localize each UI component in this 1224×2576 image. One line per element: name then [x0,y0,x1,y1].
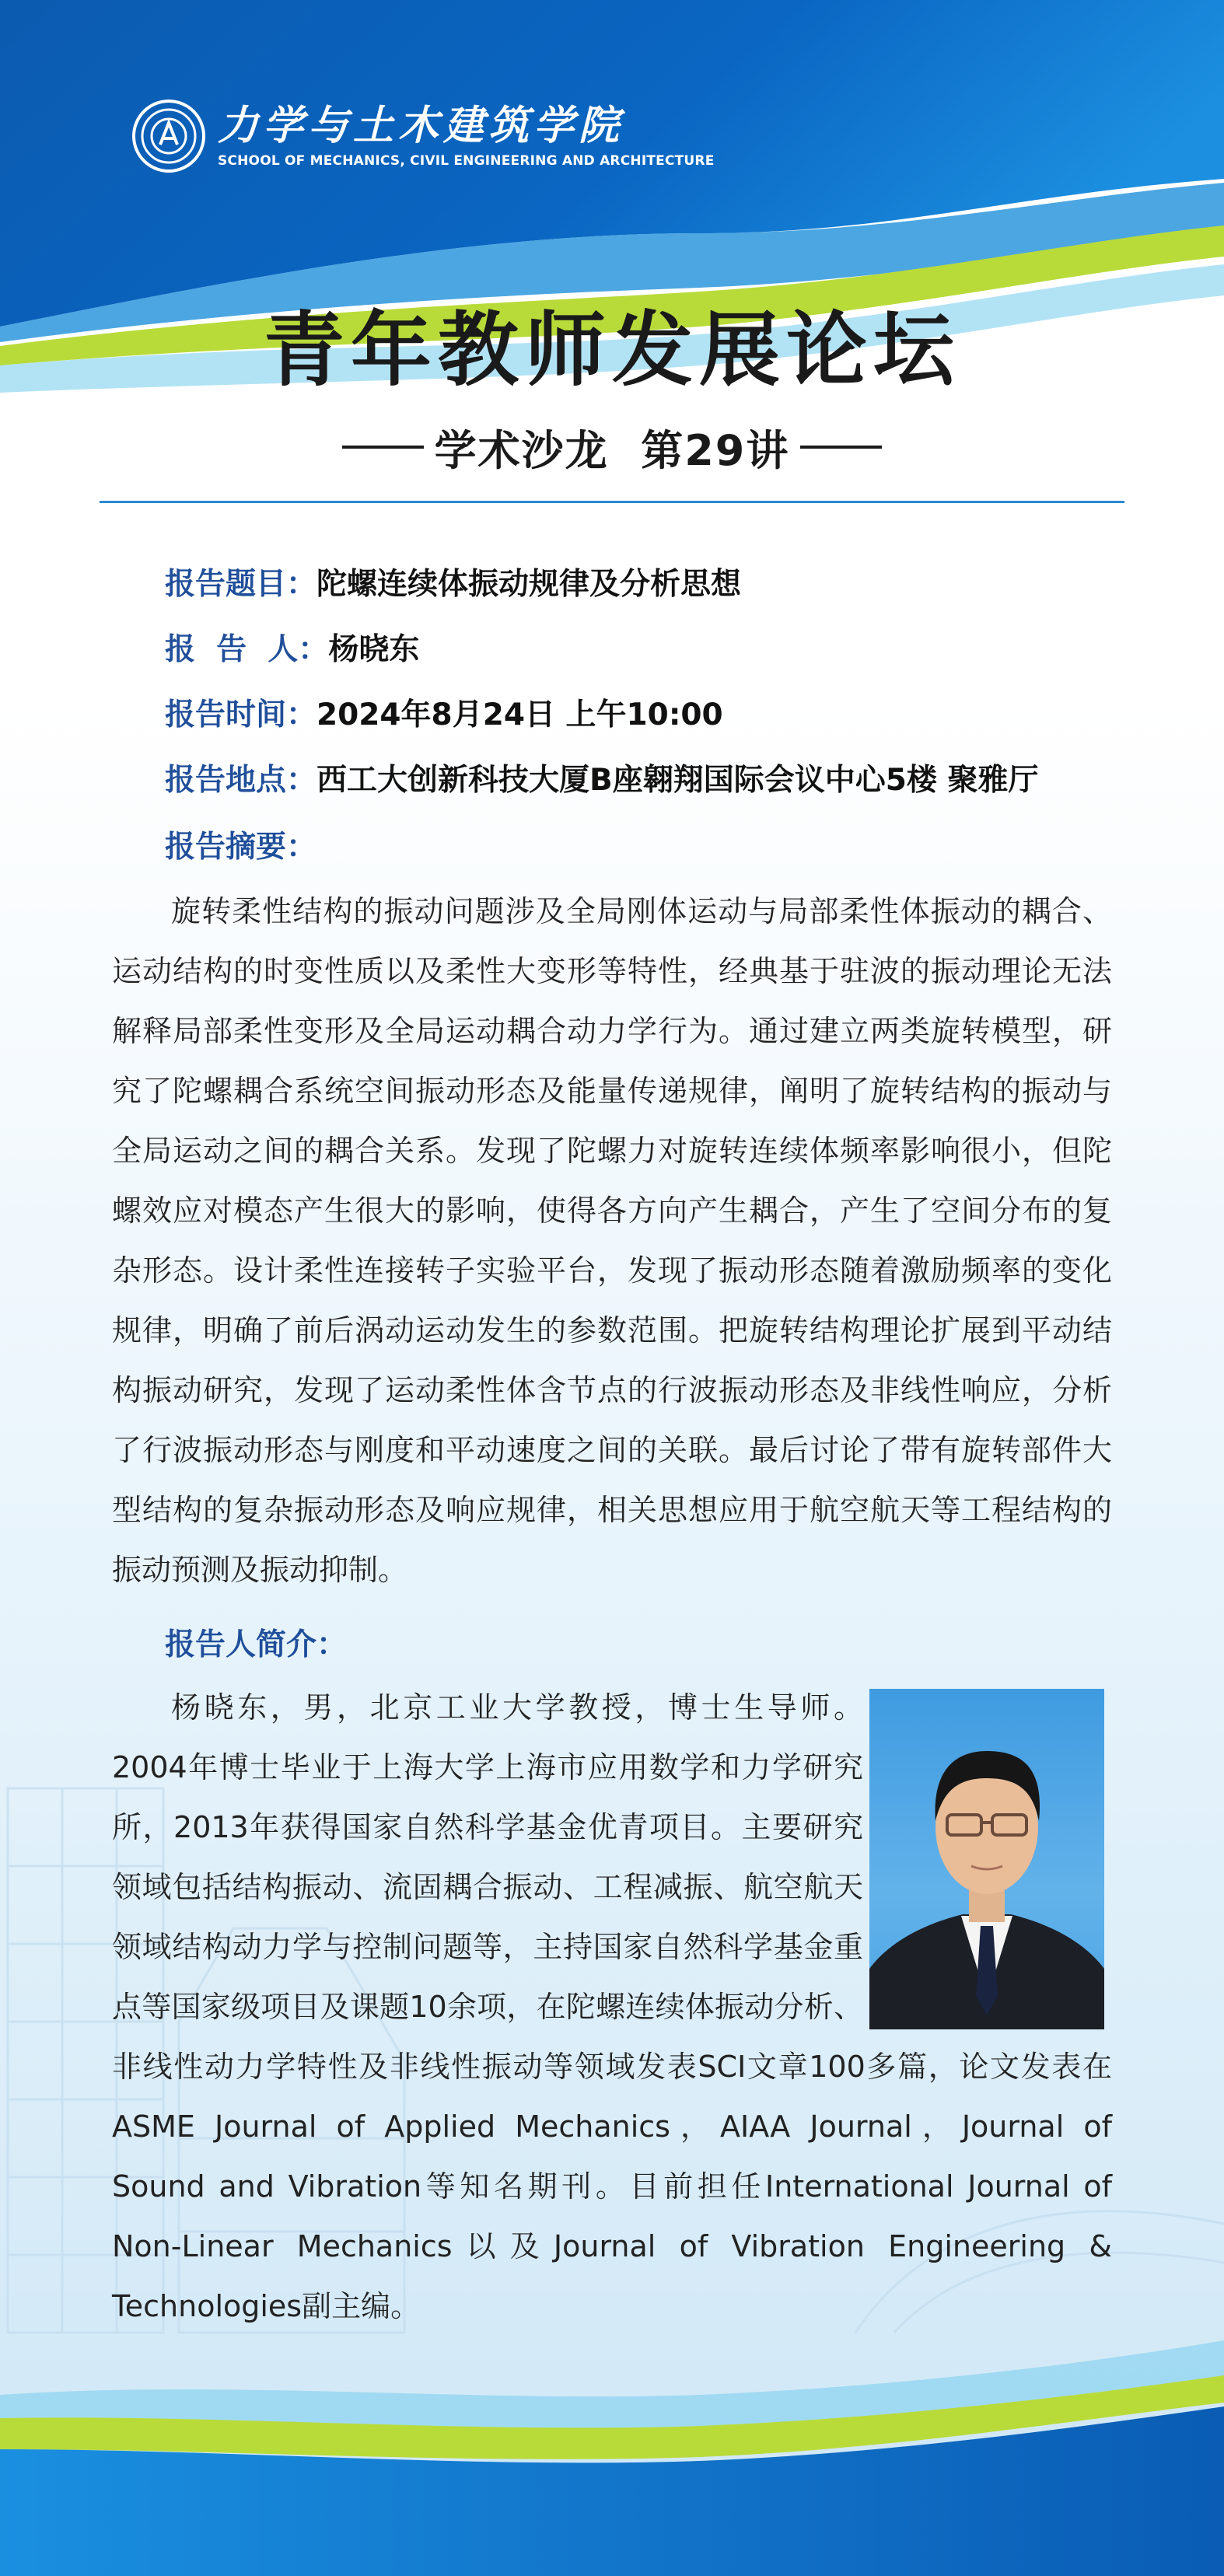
school-name-cn: 力学与土木建筑学院 [218,102,624,149]
info-label: 报告时间： [165,697,317,732]
subtitle-dash-right [800,446,882,449]
school-name-en: SCHOOL OF MECHANICS, CIVIL ENGINEERING AND ARCHITECTURE [218,153,715,169]
info-row-time [165,694,723,737]
speaker-photo [869,1689,1104,2029]
info-value: 2024年8月24日 上午10:00 [316,697,723,732]
subtitle: 学术沙龙 第29讲 [434,425,790,475]
info-row-speaker [165,628,419,672]
info-value: 杨晓东 [328,632,420,667]
subtitle-row [0,420,1224,474]
info-row-topic [165,563,741,606]
info-row-location [165,759,1038,802]
abstract-heading: 报告摘要： [165,830,317,865]
bio-heading: 报告人简介： [165,1627,348,1662]
info-label: 报告题目： [165,567,317,602]
forum-title: 青年教师发展论坛 [263,302,960,397]
subtitle-dash-left [342,446,424,449]
info-value: 陀螺连续体振动规律及分析思想 [316,567,742,602]
divider-line [100,501,1124,503]
info-label: 报 告 人： [165,632,329,667]
info-label: 报告地点： [165,763,317,798]
info-value: 西工大创新科技大厦B座翱翔国际会议中心5楼 聚雅厅 [316,763,1039,798]
school-logo [132,93,715,179]
bio-text: 杨晓东，男，北京工业大学教授，博士生导师。2004年博士毕业于上海大学上海市应用数学和力学研究所，2013年获得国家自然科学基金优青项目。主要研究领域包括结构振动、流固耦合振动、工程减振、航空航天领域结构动力学与控制问题等，主持国家自然科学基金重点等国家级项目及课题10余项，在陀螺连续体振动分析、非线性动力学特性及非线性振动等领域发表SCI文章100多篇，论文发表在ASME Journal of Applied Mechanics，AIAA Journal，Journal of Sound and Vibration等知名期刊。目前担任International Journal of Non-Linear Mechanics以及Journal of Vibration Engineering & Technologies副主编。 [112,1690,1112,2323]
university-emblem-icon [132,100,205,173]
abstract-text: 旋转柔性结构的振动问题涉及全局刚体运动与局部柔性体振动的耦合、运动结构的时变性质以及柔性大变形等特性，经典基于驻波的振动理论无法解释局部柔性变形及全局运动耦合动力学行为。通过建立两类旋转模型，研究了陀螺耦合系统空间振动形态及能量传递规律，阐明了旋转结构的振动与全局运动之间的耦合关系。发现了陀螺力对旋转连续体频率影响很小，但陀螺效应对模态产生很大的影响，使得各方向产生耦合，产生了空间分布的复杂形态。设计柔性连接转子实验平台，发现了振动形态随着激励频率的变化规律，明确了前后涡动运动发生的参数范围。把旋转结构理论扩展到平动结构振动研究，发现了运动柔性体含节点的行波振动形态及非线性响应，分析了行波振动形态与刚度和平动速度之间的关联。最后讨论了带有旋转部件大型结构的复杂振动形态及响应规律，相关思想应用于航空航天等工程结构的振动预测及振动抑制。 [112,894,1112,1587]
